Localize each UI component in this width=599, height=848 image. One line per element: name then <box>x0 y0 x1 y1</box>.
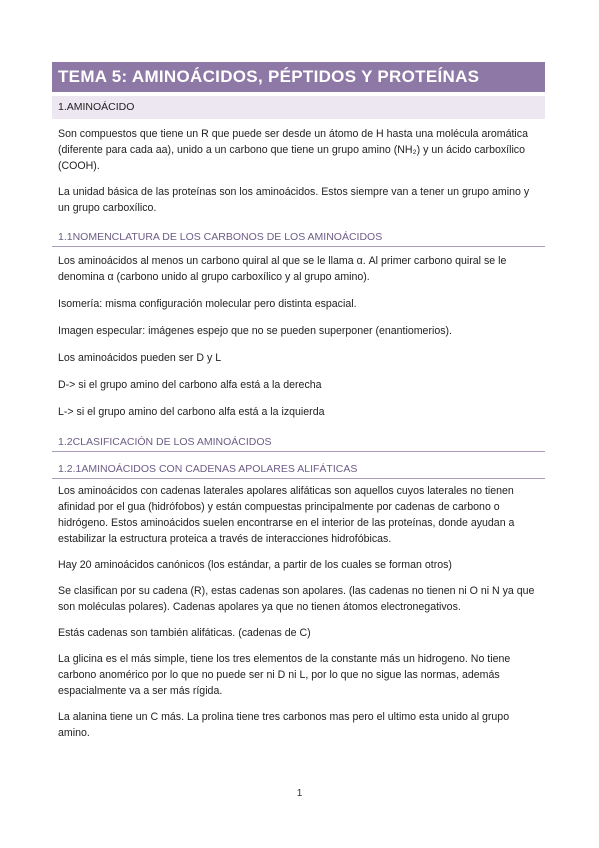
paragraph-l: L-> si el grupo amino del carbono alfa está a la izquierda <box>58 406 325 418</box>
paragraph-d: D-> si el grupo amino del carbono alfa está a la derecha <box>58 379 322 391</box>
paragraph-isomeria: Isomería: misma configuración molecular pero distinta espacial. <box>58 298 357 310</box>
paragraph-clasificacion-cadena: Se clasifican por su cadena (R), estas cadenas son apolares. (las cadenas no tienen ni O ni N ya que son moléculas polares). Cadenas apolares ya que no tienen átomos electronegativos. <box>58 585 535 613</box>
paragraph-canonicos: Hay 20 aminoácidos canónicos (los estándar, a partir de los cuales se forman otros) <box>58 559 452 571</box>
paragraph-cadenas-apolares: Los aminoácidos con cadenas laterales apolares alifáticas son aquellos cuyos laterales no tienen afinidad por el gua (hidrófobos) y están compuestas principalmente por cadenas de carbono o hidrógeno. Estos aminoácidos suelen encontrarse en el interior de las proteínas, donde ayudan a estabilizar la estructura proteica a través de interacciones hidrofóbicas. <box>58 485 515 545</box>
paragraph-imagen-especular: Imagen especular: imágenes espejo que no se pueden superponer (enantiomerios). <box>58 325 452 337</box>
paragraph-alifaticas: Estás cadenas son también alifáticas. (cadenas de C) <box>58 627 311 639</box>
paragraph-definicion: Son compuestos que tiene un R que puede ser desde un átomo de H hasta una molécula aromática (diferente para cada aa), unido a un carbono que tiene un grupo amino (NH₂) y un ácido carboxílico (COOH). <box>58 128 528 172</box>
section-heading-aminoacido: 1.AMINOÁCIDO <box>52 96 545 119</box>
section-heading-nomenclatura: 1.1NOMENCLATURA DE LOS CARBONOS DE LOS AMINOÁCIDOS <box>52 231 545 247</box>
document-title: TEMA 5: AMINOÁCIDOS, PÉPTIDOS Y PROTEÍNAS <box>52 62 545 92</box>
page-number: 1 <box>296 788 303 799</box>
paragraph-unidad-basica: La unidad básica de las proteínas son los aminoácidos. Estos siempre van a tener un grupo amino y un grupo carboxílico. <box>58 186 530 214</box>
section-heading-apolares-alifaticas: 1.2.1AMINOÁCIDOS CON CADENAS APOLARES ALIFÁTICAS <box>52 463 545 479</box>
document-page <box>52 62 545 741</box>
paragraph-alanina-prolina: La alanina tiene un C más. La prolina tiene tres carbonos mas pero el ultimo esta unido al grupo amino. <box>58 711 510 739</box>
section-heading-clasificacion: 1.2CLASIFICACIÓN DE LOS AMINOÁCIDOS <box>52 436 545 452</box>
paragraph-carbono-quiral: Los aminoácidos al menos un carbono quiral al que se le llama α. Al primer carbono quiral se le denomina α (carbono unido al grupo carboxílico y al grupo amino). <box>58 255 507 283</box>
paragraph-glicina: La glicina es el más simple, tiene los tres elementos de la constante más un hidrogeno. No tiene carbono anomérico por lo que no puede ser ni D ni L, por lo que no sigue las normas, además espacialmente va a ser más rígida. <box>58 653 511 697</box>
paragraph-d-y-l: Los aminoácidos pueden ser D y L <box>58 352 222 364</box>
